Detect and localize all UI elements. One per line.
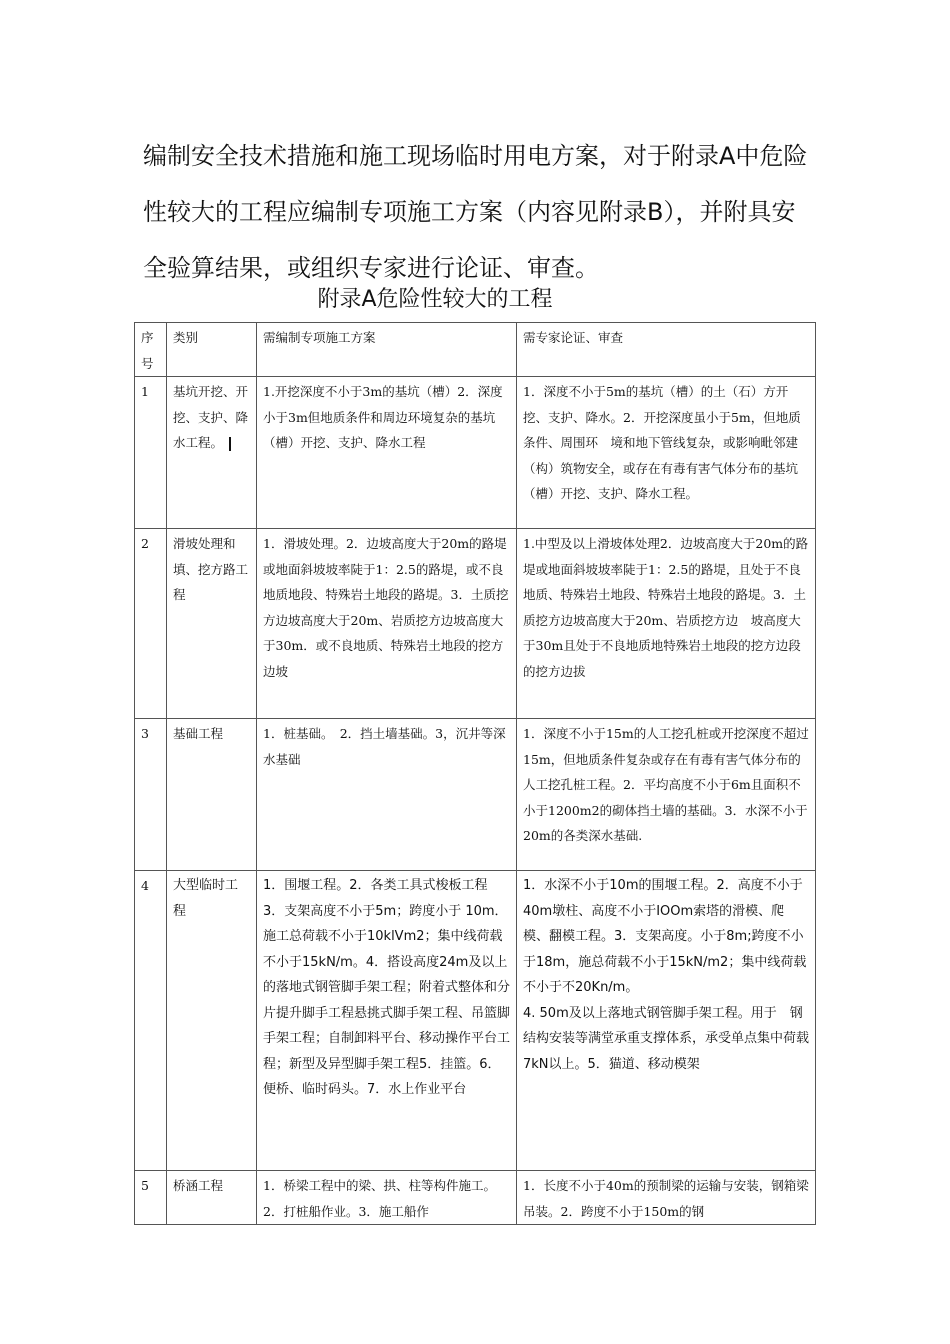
row-expert-part2: 4. 50m及以上落地式钢管脚手架工程。用于 钢结构安装等满堂承重支撑体系，承受单点集中荷载7kN以上。5．猫道、移动模架 <box>523 1005 810 1072</box>
row-plan: 1．围堰工程。2．各类工具式梭板工程 3．支架高度不小于5m；跨度小于 10m．施工总荷载不小于10klVm2；集中线荷载不小于15kN/m。4．搭设高度24m及以上的落地式钢管脚手架工程；附着式整体和分片提升脚手工程悬挑式脚手架工程、吊篮脚手架工程；自制卸料平台、移动操作平台工程；新型及异型脚手架工程5．挂篮。6．便桥、临时码头。7．水上作业平台 <box>257 871 517 1171</box>
table-row <box>135 871 816 1171</box>
row-plan: 1．滑坡处理。2．边坡高度大于20m的路堤或地面斜坡坡率陡于1：2.5的路堤，或不良地质地段、特殊岩土地段的路堤。3．土质挖方边坡高度大于20m、岩质挖方边坡高度大于30m．或不良地质、特殊岩土地段的挖方边坡 <box>257 529 517 719</box>
row-expert: 1．深度不小于15m的人工挖孔桩或开挖深度不超过15m，但地质条件复杂或存在有毒有害气体分布的人工挖孔桩工程。2．平均高度不小于6m且面积不小于1200m2的砌体挡土墙的基础。3．水深不小于20m的各类深水基础. <box>517 719 816 871</box>
table-header-row <box>135 323 816 377</box>
row-plan: 1.开挖深度不小于3m的基坑（槽）2．深度小于3m但地质条件和周边环境复杂的基坑（槽）开挖、支护、降水工程 <box>257 377 517 529</box>
row-plan: 1．桩基础。 2．挡土墙基础。3，沉井等深水基础 <box>257 719 517 871</box>
hazard-table <box>134 322 816 1225</box>
row-number: 2 <box>135 529 167 719</box>
row-category: 滑坡处理和填、挖方路工程 <box>167 529 257 719</box>
row-number: 1 <box>135 377 167 529</box>
table-row <box>135 529 816 719</box>
table-row <box>135 1171 816 1225</box>
row-category: 大型临时工程 <box>167 871 257 1171</box>
row-number: 3 <box>135 719 167 871</box>
row-expert <box>517 871 816 1171</box>
header-special-plan: 需编制专项施工方案 <box>257 323 517 377</box>
row-category-text: 基坑开挖、开挖、支护、降水工程。 <box>173 384 249 450</box>
table-row <box>135 377 816 529</box>
row-category: 桥涵工程 <box>167 1171 257 1225</box>
row-expert: 1．深度不小于5m的基坑（槽）的土（石）方开挖、支护、降水。2．开挖深度虽小于5m，但地质条件、周围环 境和地下管线复杂，或影响毗邻建（构）筑物安全，或存在有毒有害气体分布的基坑（槽）开挖、支护、降水工程。 <box>517 377 816 529</box>
row-expert-part1: 1．水深不小于10m的围堰工程。2．高度不小于40m墩柱、高度不小于IOOm索塔的滑模、爬模、翻模工程。3．支架高度。小于8m;跨度不小于18m，施总荷载不小于15kN/m2；集中线荷载不小于不20Kn/m。 <box>523 878 807 995</box>
row-category <box>167 377 257 529</box>
table-row <box>135 719 816 871</box>
row-expert: 1．长度不小于40m的预制梁的运输与安装，钢箱梁吊装。2．跨度不小于150m的钢 <box>517 1171 816 1225</box>
row-number: 5 <box>135 1171 167 1225</box>
intro-paragraph: 编制安全技术措施和施工现场临时用电方案，对于附录A中危险性较大的工程应编制专项施工方案（内容见附录B），并附具安全验算结果，或组织专家进行论证、审查。 <box>143 142 808 282</box>
row-number: 4 <box>135 871 167 1171</box>
header-category: 类别 <box>167 323 257 377</box>
appendix-title: 附录A危险性较大的工程 <box>317 287 553 312</box>
text-cursor-icon <box>229 437 231 451</box>
row-plan: 1．桥梁工程中的梁、拱、柱等构件施工。2．打桩船作业。3．施工船作 <box>257 1171 517 1225</box>
header-expert-review: 需专家论证、审查 <box>517 323 816 377</box>
row-category: 基础工程 <box>167 719 257 871</box>
row-expert: 1.中型及以上滑坡体处理2．边坡高度大于20m的路堤或地面斜坡坡率陡于1：2.5的路堤，且处于不良地质、特殊岩土地段、特殊岩土地段的路堤。3．土质挖方边坡高度大于20m、岩质挖方边 坡高度大于30m且处于不良地质地特殊岩土地段的挖方边段的挖方边拔 <box>517 529 816 719</box>
header-serial: 序号 <box>135 323 167 377</box>
